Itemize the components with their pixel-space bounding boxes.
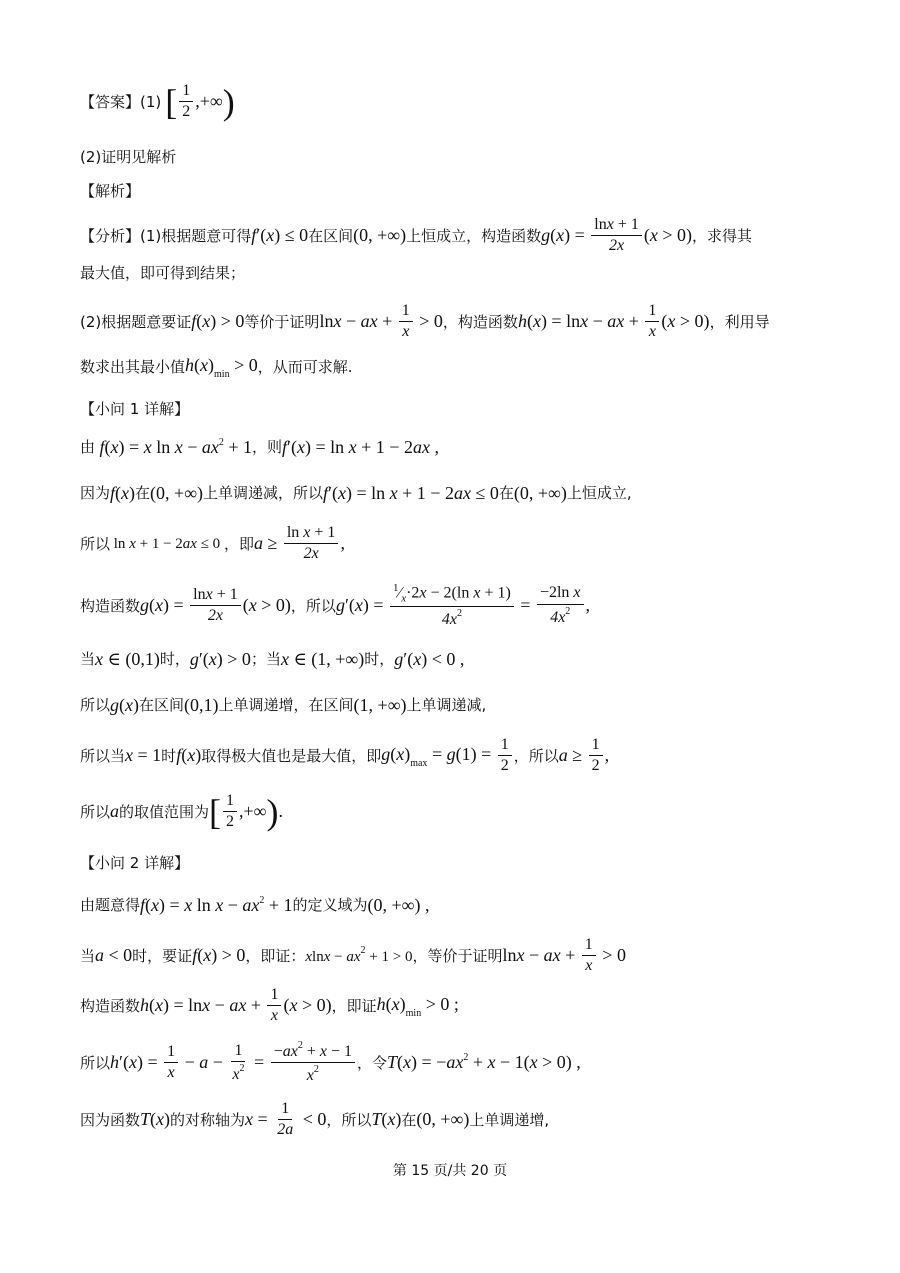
q1-line-6: 所以 g(x) 在区间 (0,1) 上单调递增，在区间 (1, +∞) 上单调递减,: [80, 695, 487, 715]
q1-title: 【小问 1 详解】: [80, 400, 190, 418]
answer-label: 【答案】(1): [80, 92, 162, 111]
page-footer: 第 15 页/共 20 页: [392, 1163, 508, 1179]
analysis-line-4: 数求出其最小值 $h(x)_{min} > 0$ ，从而可求解.: [80, 355, 353, 380]
q2-line-3: 构造函数 h(x) = lnx − ax + $\frac{1}{x}$ (x > 0) ，即证 $h(x)_{min} > 0$ ;: [80, 986, 459, 1025]
analysis-label: 【解析】: [80, 182, 141, 200]
q1-line-4: 构造函数 g(x) = $\frac{\ln x + 1}{2x}$ (x > 0) ，所以 g′(x) = $\frac{^1⁄_x\cdot 2x - 2(\ln x + 1)}{4x^2}$ = $\frac{\text{−2ln x}}{4x^2}$ ,: [80, 582, 591, 629]
q1-line-3: 所以 ln x + 1 − 2ax ≤ 0 ，即 a ≥ $\frac{\text{ln x + 1}}{2x}$ ,: [80, 524, 345, 563]
part2-answer: (2)证明见解析: [80, 148, 177, 166]
analysis-line-2: 最大值，即可得到结果；: [80, 264, 246, 282]
answer-fraction: $\frac{1}{2}$: [179, 82, 193, 122]
q2-line-2: 当 a < 0 时，要证 f(x) > 0 ，即证： $xlnx - ax^2 + 1 > 0$ ，等价于证明 lnx − ax + $\frac{1}{x}$ > 0: [80, 936, 626, 975]
q1-line-2: 因为 f(x) 在 (0, +∞) 上单调递减，所以 f′(x) = ln x + 1 − 2ax ≤ 0 在 (0, +∞) 上恒成立,: [80, 483, 632, 503]
q1-line-7: 所以当 x = 1 时 f(x) 取得极大值也是最大值，即 $g(x)_{max} = g(1)$ = $\frac{1}{2}$ ，所以 a ≥ $\frac{1}{2}$ ,: [80, 736, 610, 775]
q1-line-1: 由 f(x) = x $\ln x - ax^2 + 1$ ，则 f′(x) = ln x + 1 − 2ax ,: [80, 437, 439, 457]
q2-title: 【小问 2 详解】: [80, 854, 190, 872]
q2-line-1: 由题意得 f(x) = x $\ln x - ax^2 + 1$ 的定义域为 (0, +∞) ,: [80, 895, 430, 915]
q1-line-5: 当 x ∈ (0,1) 时， g′(x) > 0 ；当 x ∈ (1, +∞) 时， g′(x) < 0 ,: [80, 649, 465, 669]
q2-line-5: 因为函数 T(x) 的对称轴为 x = $\frac{1}{2a}$ < 0 ，所以 T(x) 在 (0, +∞) 上单调递增,: [80, 1100, 550, 1139]
analysis-line-3: (2)根据题意要证 f(x) > 0 等价于证明 lnx − ax + $\frac{1}{x}$ > 0 ，构造函数 h(x) = lnx − ax + $\frac{1}{x}$ (x > 0) ，利用导: [80, 302, 770, 341]
q2-line-4: 所以 h′(x) = $\frac{1}{x}$ − a − $\frac{1}{x^2}$ = $\frac{-ax^2 + x - 1}{x^2}$ ，令 $T(x) = -ax^2 + x - 1(x > 0)$ ,: [80, 1040, 581, 1085]
answer-line: 【答案】(1) [ $\frac{1}{2}$ ,+∞ ): [80, 81, 235, 122]
analysis-line-1: 【分析】(1)根据题意可得 f′(x) ≤ 0 在区间 (0, +∞) 上恒成立，构造函数 g(x) = $\frac{\ln x + 1}{2x}$ (x > 0) ，求得其: [80, 216, 753, 255]
q1-line-8: 所以 a 的取值范围为 [ $\frac{1}{2}$ ,+∞ ) .: [80, 791, 284, 832]
